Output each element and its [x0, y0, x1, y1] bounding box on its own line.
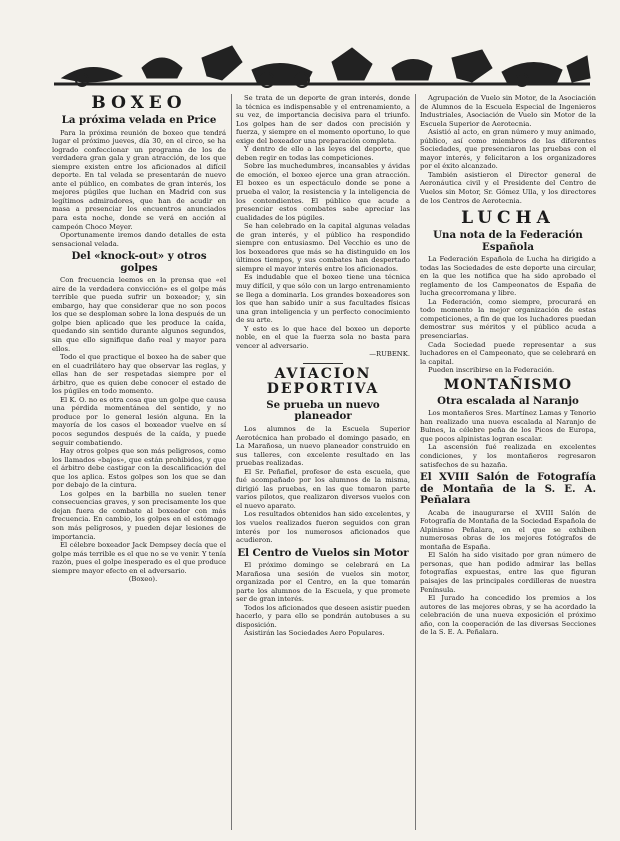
- paragraph: Los alumnos de la Escuela Superior Aerotécnica han probado el domingo pasado, en La Marañosa, un nuevo planeador construido en sus talleres, con excelente resultado en las pruebas realizadas.: [236, 424, 410, 468]
- paragraph: El célebre boxeador Jack Dempsey decía que el golpe más terrible es el que no se ve venir. Y tenía razón, pues el golpe inesperado es el que produce siempre mayor efecto en el adversario.: [52, 541, 226, 575]
- paragraph: El Salón ha sido visitado por gran número de personas, que han podido admirar las bellas fotografías expuestas, entre las que figuran paisajes de las principales cordilleras de nuestra Península.: [420, 551, 596, 594]
- paragraph: Asistirán las Sociedades Aero Populares.: [244, 629, 385, 638]
- paragraph: Se trata de un deporte de gran interés, donde la técnica es indispensable y el entrenamiento, a su vez, de importancia decisiva para el triunfo. Los golpes han de ser dados con precisión y fuerza, y siempre en el momento oportuno, lo que exige del boxeador una preparación completa.: [236, 94, 410, 145]
- headline: El Centro de Vuelos sin Motor: [237, 546, 409, 559]
- section-title-aviacion: AVIACION DEPORTIVA: [266, 365, 380, 397]
- section-title-boxeo: BOXEO: [91, 93, 187, 113]
- paragraph: También asistieron el Director general de Aeronáutica civil y el Presidente del Centro de Vuelos sin Motor, Sr. Gómez Ulla, y los directores de los Centros de Aerotecnia.: [420, 170, 596, 205]
- column-divider: [231, 94, 232, 830]
- headline: Una nota de la Federación Española: [433, 229, 583, 253]
- paragraph: Acaba de inaugurarse el XVIII Salón de Fotografía de Montaña de la Sociedad Española de Alpinismo Peñalara, en el que se exhiben numerosas obras de los mejores fotógrafos de montaña de España.: [420, 508, 596, 551]
- paragraph: Se han celebrado en la capital algunas veladas de gran interés, y el público ha respondido siempre con entusiasmo. Del Vecchio es uno de los boxeadores que más se ha distinguido en los últimos tiempos, y sus combates han despertado siempre el mayor interés entre los aficionados.: [236, 222, 410, 273]
- sports-illustration-banner: [52, 38, 592, 90]
- paragraph: Cada Sociedad puede representar a sus luchadores en el Campeonato, que se celebrará en la capital.: [420, 340, 596, 366]
- paragraph: Todos los aficionados que deseen asistir pueden hacerlo, y para ello se pondrán autobuses a su disposición.: [236, 603, 410, 629]
- paragraph: Para la próxima reunión de boxeo que tendrá lugar el próximo jueves, día 30, en el circo, se ha logrado confeccionar un programa de los de verdadera gran gala y gran atracción, de los que siempre existen entre los aficionados al difícil deporte. En tal velada se presentarán de nuevo ante el público, en combates de gran interés, los mejores púgiles que luchan en Madrid con sus legítimos admiradores, que han de acudir en masa a presenciar los encuentros anunciados para esta noche, donde se verá en acción al campeón Choco Meyer.: [52, 128, 226, 231]
- signature: —RUBENK.: [369, 350, 410, 359]
- paragraph: El próximo domingo se celebrará en La Marañosa una sesión de vuelos sin motor, organizada por el Centro, en la que tomarán parte los alumnos de la Escuela, y que promete ser de gran interés.: [236, 561, 410, 604]
- paragraph: La ascensión fué realizada en excelentes condiciones, y los montañeros regresaron satisfechos de su hazaña.: [420, 443, 596, 469]
- paragraph: La Federación, como siempre, procurará en todo momento la mejor organización de estas competiciones, a fin de que los luchadores puedan demostrar sus méritos y el público acuda a presenciarlas.: [420, 297, 596, 341]
- column-2: [236, 94, 410, 638]
- paragraph: Es indudable que el boxeo tiene una técnica muy difícil, y que sólo con un largo entrenamiento se llega a dominarla. Los grandes boxeadores son los que han sabido unir a sus facultades físicas una gran inteligencia y un perfecto conocimiento de su arte.: [236, 273, 410, 325]
- headline: Se prueba un nuevo planeador: [266, 398, 380, 423]
- section-title-montanismo: MONTAÑISMO: [443, 376, 573, 393]
- column-1: [52, 94, 226, 584]
- paragraph: Agrupación de Vuelo sin Motor, de la Asociación de Alumnos de la Escuela Especial de Ingenieros Industriales, Asociación de Vuelo sin Motor de la Escuela Superior de Aerotecnia.: [420, 94, 596, 128]
- section-title-lucha: LUCHA: [461, 208, 555, 229]
- paragraph: Y dentro de ello a las leyes del deporte, que deben regir en todas las competiciones.: [236, 145, 410, 162]
- paragraph: Y esto es lo que hace del boxeo un deporte noble, en el que la fuerza sola no basta para vencer al adversario.: [236, 324, 410, 350]
- paragraph: El Sr. Peñafiel, profesor de esta escuela, que fué acompañado por los alumnos de la misma, dirigió las pruebas, en las que tomaron parte varios pilotos, que realizaron diversos vuelos con el nuevo aparato.: [236, 467, 410, 510]
- paragraph: Los resultados obtenidos han sido excelentes, y los vuelos realizados fueron seguidos con gran interés por los numerosos aficionados que acudieron.: [236, 510, 410, 545]
- paragraph: Todo el que practique el boxeo ha de saber que en el cuadrilátero hay que observar las reglas, y ellas han de ser respetadas siempre por el árbitro, que es quien debe conocer el estado de los púgiles en todo momento.: [52, 353, 226, 396]
- paragraph: Oportunamente iremos dando detalles de esta sensacional velada.: [52, 231, 226, 248]
- signature: (Boxeo).: [128, 575, 158, 584]
- paragraph: Los montañeros Sres. Martínez Lamas y Tenorio han realizado una nueva escalada al Naranjo de Bulnes, la célebre peña de los Picos de Europa, que pocos alpinistas logran escalar.: [420, 409, 596, 443]
- paragraph: Con frecuencia leemos en la prensa que «el aire de la verdadera convicción» es el golpe más terrible que pueda sufrir un boxeador; y, sin embargo, hay que considerar que no son pocos los que se desploman sobre la lona después de un golpe bien aplicado que les produce la caída, quedando sin sentido durante algunos segundos, sin que ello signifique daño real y mayor para ellos.: [52, 276, 226, 353]
- paragraph: El K. O. no es otra cosa que un golpe que causa una pérdida momentánea del sentido, y no produce por lo general lesión alguna. En la mayoría de los casos el boxeador vuelve en sí pocos segundos después de la caída, y puede seguir combatiendo.: [52, 395, 226, 447]
- paragraph: Los golpes en la barbilla no suelen tener consecuencias graves, y son precisamente los que dejan fuera de combate al boxeador con más frecuencia. En cambio, los golpes en el estómago son más peligrosos, y pueden dejar lesiones de importancia.: [52, 489, 226, 541]
- headline: Del «knock-out» y otros golpes: [71, 250, 207, 274]
- headline: La próxima velada en Price: [61, 114, 217, 126]
- paragraph: Asistió al acto, en gran número y muy animado, público, así como miembros de las diferentes Sociedades, que presenciaron las pruebas con el mayor interés, y felicitaron a los organizadores por el éxito alcanzado.: [420, 128, 596, 171]
- paragraph: El Jurado ha concedido los premios a los autores de las mejores obras, y se ha acordado la celebración de una nueva exposición el próximo año, con la cooperación de las diversas Secciones de la S. E. A. Peñalara.: [420, 594, 596, 637]
- headline: El XVIII Salón de Fotografía de Montaña de la S. E. A. Peñalara: [420, 471, 596, 507]
- paragraph: Sobre las muchedumbres, incansables y ávidas de emoción, el boxeo ejerce una gran atracción. El boxeo es un espectáculo donde se pone a prueba el valor, la resistencia y la inteligencia de los contendientes. El público que acude a presenciar estos combates sabe apreciar las cualidades de los púgiles.: [236, 162, 410, 222]
- column-3: [420, 94, 596, 637]
- paragraph: La Federación Española de Lucha ha dirigido a todas las Sociedades de este deporte una circular, en la que les notifica que ha sido aprobado el reglamento de los Campeonatos de España de lucha grecorromana y libre.: [420, 255, 596, 298]
- column-divider: [415, 94, 416, 830]
- paragraph: Pueden inscribirse en la Federación.: [428, 366, 555, 375]
- paragraph: Hay otros golpes que son más peligrosos, como los llamados «bajos», que están prohibidos, y que el árbitro debe castigar con la descalificación del que los aplica. Estos golpes son los que se dan por debajo de la cintura.: [52, 447, 226, 490]
- divider: [303, 363, 343, 364]
- headline: Otra escalada al Naranjo: [437, 394, 579, 407]
